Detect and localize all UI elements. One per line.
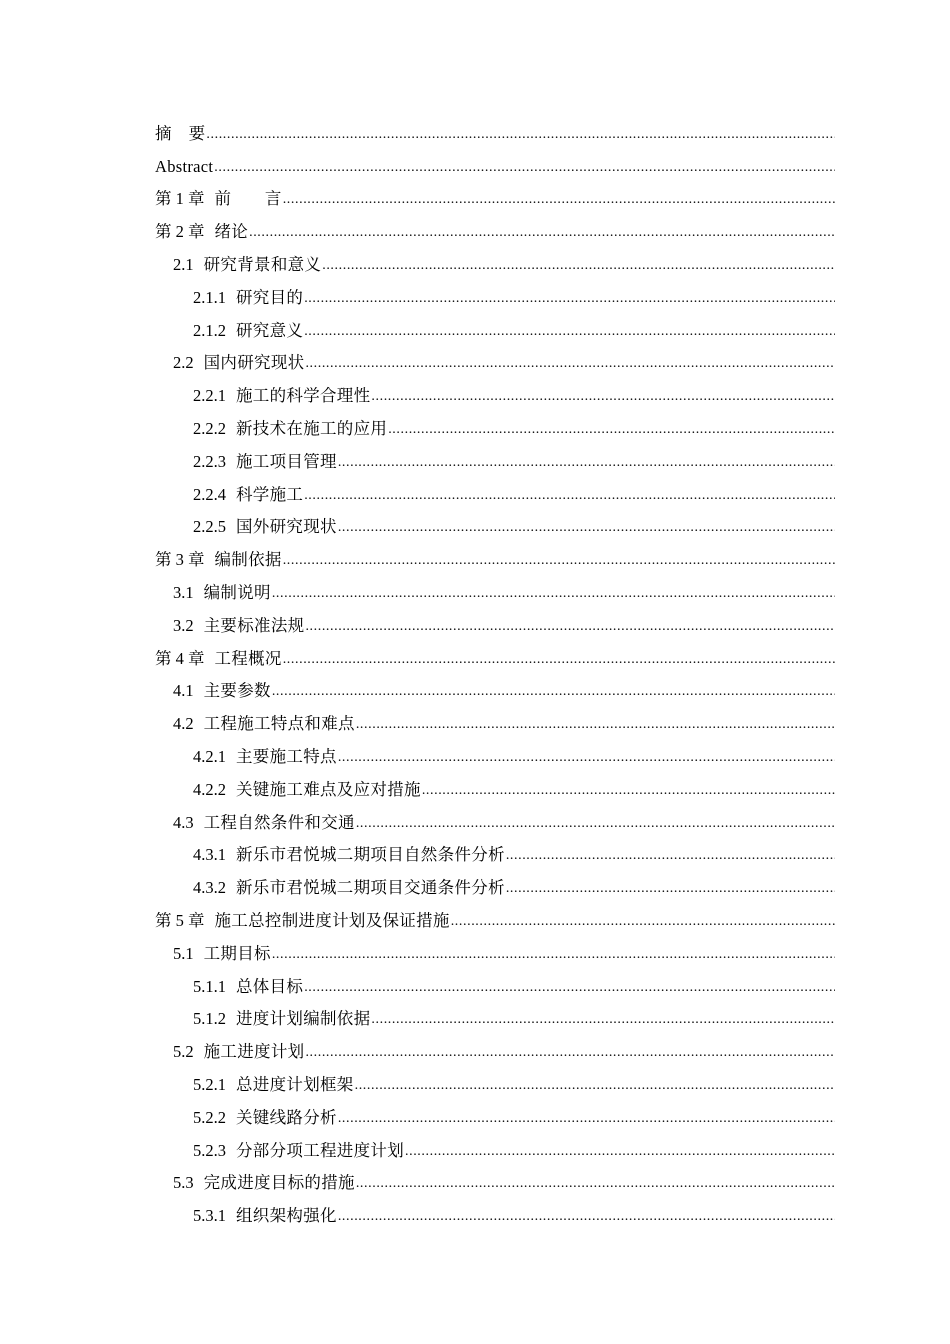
toc-dot-leader: [338, 1111, 835, 1125]
toc-entry-number: 5.3.1: [193, 1206, 226, 1226]
toc-entry-number: 2.2.4: [193, 484, 226, 504]
toc-entry[interactable]: [155, 898, 835, 931]
toc-entry-title: 研究意义: [236, 320, 304, 340]
toc-dot-leader: [304, 291, 835, 305]
toc-dot-leader: [356, 816, 835, 830]
toc-dot-leader: [356, 717, 835, 731]
toc-entry-title: 前 言: [214, 189, 282, 209]
toc-dot-leader: [305, 619, 835, 633]
toc-dot-leader: [506, 848, 835, 862]
toc-entry-number: 2.1: [173, 254, 194, 274]
toc-dot-leader: [283, 553, 835, 567]
toc-entry[interactable]: [155, 242, 835, 275]
toc-entry-title: 工程自然条件和交通: [203, 812, 355, 832]
toc-dot-leader: [283, 192, 835, 206]
toc-entry[interactable]: [155, 964, 835, 997]
toc-entry-number: 5.1.1: [193, 976, 226, 996]
toc-dot-leader: [338, 1209, 835, 1223]
toc-dot-leader: [388, 422, 835, 436]
toc-entry[interactable]: [155, 341, 835, 374]
toc-entry-number: 5.1.2: [193, 1009, 226, 1029]
toc-entry-title: 国外研究现状: [236, 517, 337, 537]
toc-entry-title: 新技术在施工的应用: [236, 418, 388, 438]
toc-entry[interactable]: [155, 275, 835, 308]
toc-entry-number: 第 3 章: [155, 550, 205, 570]
toc-entry[interactable]: [155, 701, 835, 734]
toc-entry-number: 4.2.2: [193, 779, 226, 799]
toc-entry[interactable]: [155, 144, 835, 177]
toc-entry-number: 5.2.2: [193, 1107, 226, 1127]
toc-entry-title: 进度计划编制依据: [236, 1009, 371, 1029]
toc-entry[interactable]: [155, 1095, 835, 1128]
toc-entry[interactable]: [155, 636, 835, 669]
toc-entry-number: 2.1.1: [193, 287, 226, 307]
toc-dot-leader: [304, 488, 835, 502]
toc-entry-title: 总体目标: [236, 976, 304, 996]
toc-entry-title: 分部分项工程进度计划: [236, 1140, 404, 1160]
toc-entry[interactable]: [155, 1193, 835, 1226]
toc-entry[interactable]: [155, 373, 835, 406]
toc-entry-title: 新乐市君悦城二期项目交通条件分析: [236, 878, 505, 898]
toc-dot-leader: [304, 324, 835, 338]
toc-entry[interactable]: [155, 209, 835, 242]
toc-entry[interactable]: [155, 865, 835, 898]
toc-dot-leader: [451, 914, 835, 928]
toc-dot-leader: [272, 684, 835, 698]
toc-entry-number: 第 4 章: [155, 648, 205, 668]
toc-entry-title: 完成进度目标的措施: [203, 1173, 355, 1193]
toc-entry[interactable]: [155, 570, 835, 603]
toc-entry-number: 4.2: [173, 714, 194, 734]
toc-entry[interactable]: [155, 734, 835, 767]
toc-entry[interactable]: [155, 767, 835, 800]
toc-entry[interactable]: [155, 800, 835, 833]
toc-entry-number: 第 2 章: [155, 222, 205, 242]
toc-dot-leader: [322, 258, 835, 272]
toc-entry-title: 施工进度计划: [203, 1042, 305, 1062]
toc-entry[interactable]: [155, 439, 835, 472]
toc-entry[interactable]: [155, 472, 835, 505]
toc-entry-number: 4.2.1: [193, 746, 226, 766]
toc-dot-leader: [371, 1012, 835, 1026]
table-of-contents: [155, 111, 835, 1226]
toc-dot-leader: [206, 127, 835, 141]
toc-entry-title: 编制依据: [214, 550, 282, 570]
toc-dot-leader: [405, 1144, 835, 1158]
toc-entry-title: 摘 要: [155, 123, 206, 143]
toc-entry-number: 3.1: [173, 582, 194, 602]
toc-dot-leader: [338, 750, 835, 764]
toc-entry-number: 4.3.2: [193, 878, 226, 898]
toc-entry-title: 主要施工特点: [236, 746, 337, 766]
toc-entry-title: 总进度计划框架: [236, 1074, 354, 1094]
toc-dot-leader: [338, 455, 835, 469]
toc-entry-title: 施工的科学合理性: [236, 386, 371, 406]
toc-entry-number: 5.3: [173, 1173, 194, 1193]
toc-entry-number: 5.2.3: [193, 1140, 226, 1160]
toc-entry-title: 国内研究现状: [203, 353, 305, 373]
toc-dot-leader: [422, 783, 835, 797]
toc-dot-leader: [506, 881, 835, 895]
toc-dot-leader: [272, 586, 835, 600]
toc-entry-title: 研究目的: [236, 287, 304, 307]
toc-entry-title: 研究背景和意义: [203, 254, 322, 274]
toc-entry-number: 3.2: [173, 615, 194, 635]
toc-entry-number: 2.2.2: [193, 418, 226, 438]
toc-entry-number: 2.2.3: [193, 451, 226, 471]
toc-entry-title: 主要标准法规: [203, 615, 305, 635]
toc-dot-leader: [272, 947, 835, 961]
toc-dot-leader: [356, 1176, 835, 1190]
toc-entry-title: 新乐市君悦城二期项目自然条件分析: [236, 845, 505, 865]
toc-entry[interactable]: [155, 1161, 835, 1194]
toc-entry[interactable]: [155, 1128, 835, 1161]
toc-dot-leader: [371, 389, 835, 403]
toc-dot-leader: [305, 1045, 835, 1059]
toc-entry-title: 编制说明: [203, 582, 271, 602]
toc-entry[interactable]: [155, 537, 835, 570]
toc-entry-title: 工程概况: [214, 648, 282, 668]
toc-dot-leader: [355, 1078, 835, 1092]
toc-entry-title: 工程施工特点和难点: [203, 714, 355, 734]
toc-entry-number: 5.2: [173, 1042, 194, 1062]
toc-dot-leader: [214, 160, 835, 174]
toc-entry-number: 2.2.1: [193, 386, 226, 406]
toc-entry-title: 科学施工: [236, 484, 304, 504]
toc-entry-title: 绪论: [214, 222, 249, 242]
toc-entry[interactable]: [155, 1062, 835, 1095]
toc-entry[interactable]: [155, 177, 835, 210]
toc-dot-leader: [304, 980, 835, 994]
toc-entry-number: 第 5 章: [155, 910, 205, 930]
toc-entry-number: 2.1.2: [193, 320, 226, 340]
toc-entry[interactable]: [155, 406, 835, 439]
toc-entry[interactable]: [155, 669, 835, 702]
toc-entry-number: 2.2: [173, 353, 194, 373]
toc-entry[interactable]: [155, 111, 835, 144]
toc-entry[interactable]: [155, 997, 835, 1030]
toc-entry-number: 第 1 章: [155, 189, 205, 209]
toc-entry[interactable]: [155, 931, 835, 964]
toc-entry[interactable]: [155, 505, 835, 538]
toc-entry[interactable]: [155, 833, 835, 866]
toc-entry[interactable]: [155, 1029, 835, 1062]
toc-dot-leader: [305, 356, 835, 370]
toc-entry-title: 工期目标: [203, 943, 271, 963]
toc-entry-number: 4.1: [173, 681, 194, 701]
toc-entry-number: 5.1: [173, 943, 194, 963]
toc-entry[interactable]: [155, 308, 835, 341]
toc-entry-title: 组织架构强化: [236, 1206, 337, 1226]
toc-dot-leader: [283, 652, 835, 666]
toc-dot-leader: [338, 520, 835, 534]
toc-entry-number: 2.2.5: [193, 517, 226, 537]
toc-entry-title: 施工总控制进度计划及保证措施: [214, 910, 450, 930]
toc-entry-number: 4.3: [173, 812, 194, 832]
toc-entry-title: 关键线路分析: [236, 1107, 337, 1127]
toc-dot-leader: [249, 225, 835, 239]
toc-entry-number: 5.2.1: [193, 1074, 226, 1094]
toc-entry-title: 关键施工难点及应对措施: [236, 779, 421, 799]
toc-entry-title: 主要参数: [203, 681, 271, 701]
toc-entry-number: 4.3.1: [193, 845, 226, 865]
toc-entry[interactable]: [155, 603, 835, 636]
toc-entry-title: Abstract: [155, 156, 214, 176]
toc-entry-title: 施工项目管理: [236, 451, 337, 471]
